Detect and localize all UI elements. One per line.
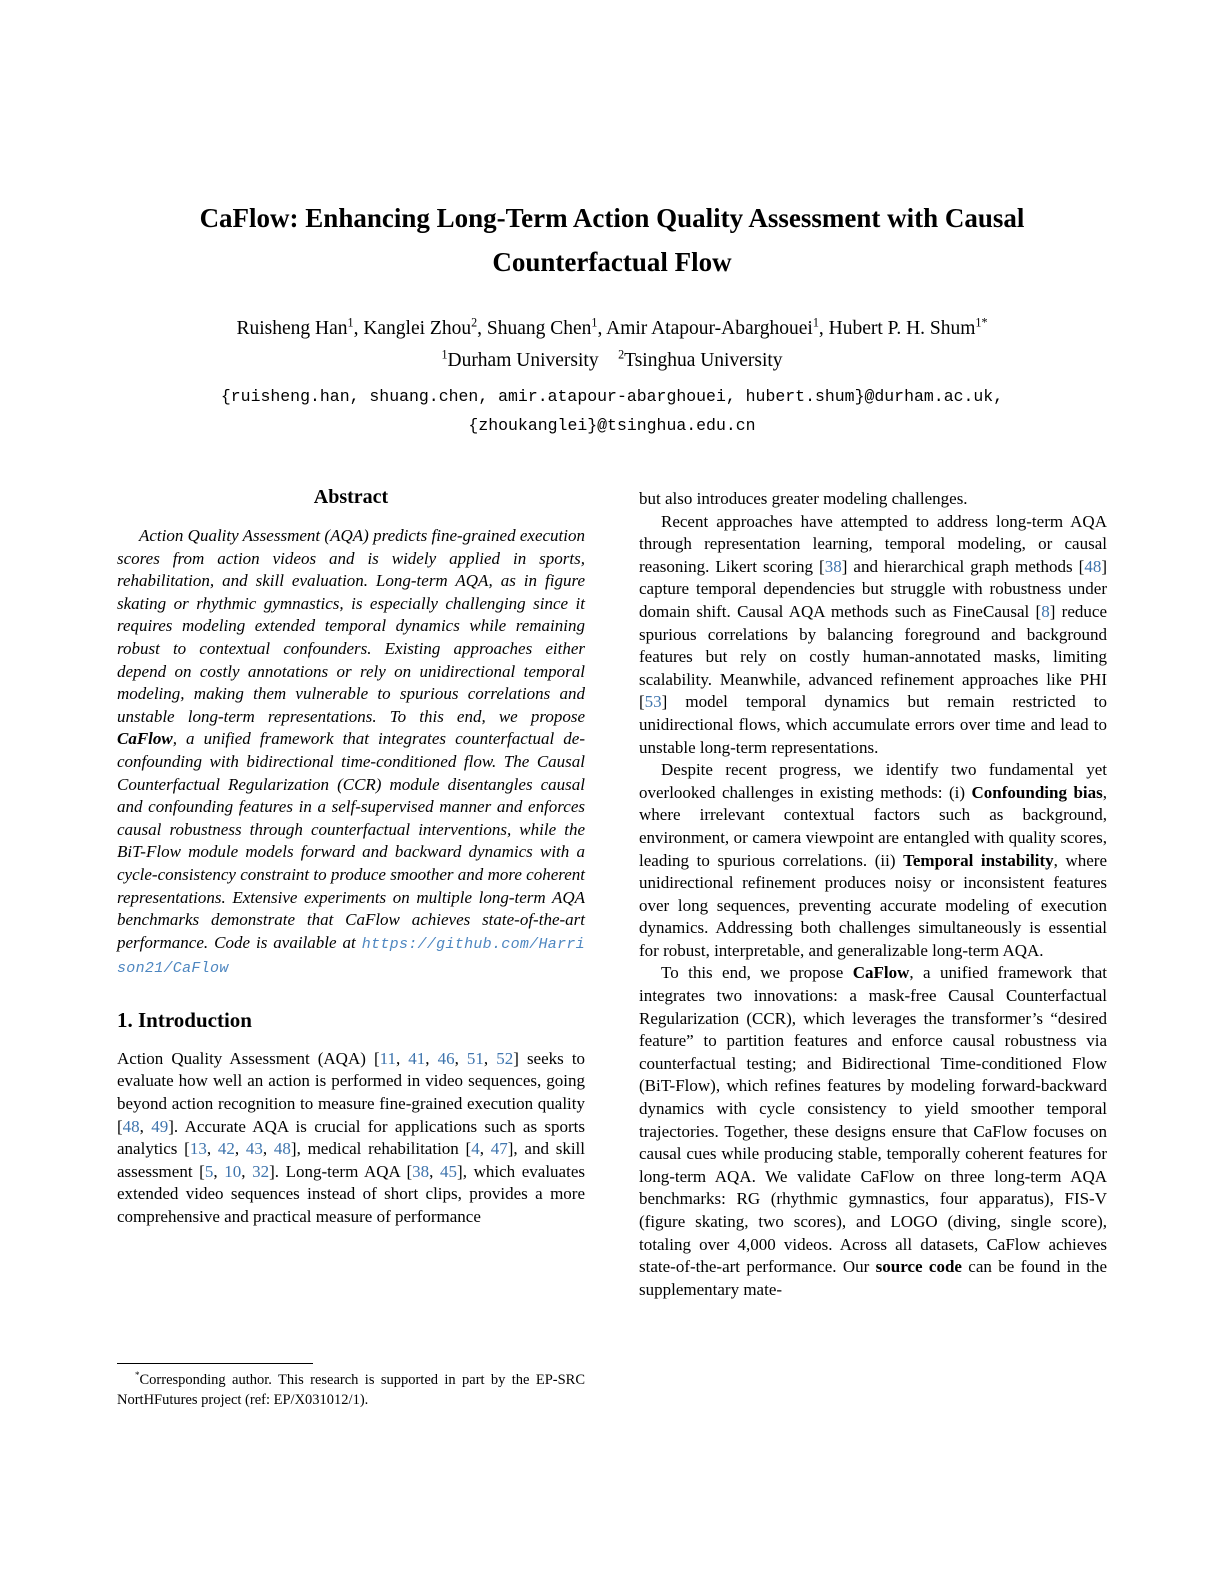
code-repository-link[interactable]: https://github.com/Harrison21/CaFlow — [117, 935, 585, 978]
text-segment: Corresponding author. This research is supported in part by the EP-SRC NortHFutures project (ref: EP/X031012/1). — [117, 1372, 585, 1408]
bold-text: Confounding bias — [971, 782, 1103, 802]
text-segment: ] and hierarchical graph methods [ — [841, 556, 1085, 576]
footnote-text — [117, 1370, 585, 1410]
text-segment: Tsinghua University — [624, 350, 783, 371]
text-segment: , — [139, 1116, 152, 1136]
text-segment: , Kanglei Zhou — [353, 318, 472, 339]
left-column — [117, 485, 585, 1229]
citation-link[interactable]: 43 — [245, 1139, 263, 1159]
citation-link[interactable]: 47 — [490, 1139, 508, 1159]
intro-paragraph-2 — [639, 511, 1107, 760]
authors-line — [67, 316, 1157, 342]
citation-link[interactable]: 38 — [824, 556, 842, 576]
abstract-heading: Abstract — [313, 486, 389, 508]
citation-link[interactable]: 13 — [189, 1139, 207, 1159]
citation-link[interactable]: 42 — [217, 1139, 235, 1159]
text-segment: Ruisheng Han — [236, 318, 348, 339]
text-segment: Action Quality Assessment (AQA) [ — [117, 1048, 380, 1068]
citation-link[interactable]: 41 — [408, 1048, 426, 1068]
text-segment: , — [213, 1161, 225, 1181]
citation-link[interactable]: 51 — [466, 1048, 484, 1068]
citation-link[interactable]: 53 — [644, 692, 662, 712]
bold-text: Temporal instability — [903, 850, 1054, 870]
paper-title — [117, 196, 1107, 284]
text-segment: ] reduce spurious correlations by balancing foreground and background features but rely on costly human-annotated masks, limiting scalability. Meanwhile, advanced refinement approaches like PHI [ — [639, 601, 1107, 712]
superscript: 1 — [812, 315, 819, 330]
text-segment: , — [479, 1139, 491, 1159]
emails-block — [67, 382, 1157, 440]
text-segment: , Amir Atapour-Abarghouei — [597, 318, 813, 339]
text-segment: , — [395, 1048, 409, 1068]
text-segment: , — [429, 1161, 441, 1181]
superscript: 1 — [591, 315, 598, 330]
superscript: 2 — [471, 315, 478, 330]
citation-link[interactable]: 8 — [1041, 601, 1050, 621]
text-segment — [599, 350, 619, 371]
text-segment: , — [241, 1161, 253, 1181]
text-segment: can be found in the supplementary mate- — [639, 1257, 1108, 1299]
superscript: 1 — [441, 347, 448, 362]
text-segment: ] model temporal dynamics but remain restricted to unidirectional flows, which accumulate errors over time and lead to unstable long-term representations. — [639, 692, 1107, 757]
citation-link[interactable]: 4 — [471, 1139, 480, 1159]
text-segment: ], which evaluates extended video sequences instead of short clips, provides a more comprehensive and practical measure of performance — [117, 1161, 585, 1227]
text-segment: , where unidirectional refinement produces noisy or inconsistent features over long sequences, preventing accurate modeling of execution dynamics. Addressing both challenges simultaneously is essential for robust, interpretable, and generalizable long-term AQA. — [639, 850, 1108, 960]
intro-paragraph-4 — [639, 962, 1107, 1301]
paper-title-line2: Counterfactual Flow — [492, 247, 732, 277]
text-segment: ], and skill assessment [ — [117, 1139, 586, 1181]
text-segment: , — [262, 1139, 274, 1159]
text-segment: To this end, we propose — [661, 963, 853, 983]
paper-title-line1: CaFlow: Enhancing Long-Term Action Quality Assessment with Causal — [199, 203, 1025, 233]
superscript: 1 — [347, 315, 354, 330]
citation-link[interactable]: 5 — [204, 1161, 214, 1181]
citation-link[interactable]: 48 — [122, 1116, 140, 1136]
citation-link[interactable]: 38 — [412, 1161, 430, 1181]
intro-paragraph-3 — [639, 759, 1107, 962]
text-segment: Durham University — [447, 350, 599, 371]
citation-link[interactable]: 48 — [1084, 556, 1102, 576]
text-segment: but also introduces greater modeling challenges. — [639, 489, 968, 508]
text-segment: ], medical rehabilitation [ — [290, 1139, 472, 1159]
text-segment: , — [234, 1139, 246, 1159]
email-line-tsinghua: {zhoukanglei}@tsinghua.edu.cn — [468, 416, 756, 435]
citation-link[interactable]: 48 — [273, 1139, 291, 1159]
superscript: * — [135, 1370, 140, 1381]
footnote — [117, 1363, 585, 1410]
right-column — [639, 485, 1107, 1301]
abstract-paragraph — [117, 525, 585, 981]
text-segment: , — [483, 1048, 497, 1068]
citation-link[interactable]: 45 — [440, 1161, 458, 1181]
text-segment: Recent approaches have attempted to address long-term AQA through representation learning, temporal modeling, or causal reasoning. Likert scoring [ — [639, 511, 1107, 576]
text-segment: Despite recent progress, we identify two fundamental yet overlooked challenges in existing methods: (i) — [639, 760, 1107, 802]
text-segment: , — [425, 1048, 438, 1068]
affiliations-line — [117, 348, 1107, 374]
text-segment: , Hubert P. H. Shum — [818, 318, 976, 339]
text-segment: Action Quality Assessment (AQA) predicts fine-grained execution scores from action videos and is widely applied in sports, rehabilitation, and skill evaluation. Long-term AQA, as in figure skating or rhythmic gymnastics, is especially challenging since it requires modeling extended temporal dynamics while remaining robust to contextual confounders. Existing approaches either depend on costly annotations or rely on unidirectional temporal modeling, making them vulnerable to spurious correlations and unstable long-term representations. To this end, we propose — [117, 526, 585, 726]
text-segment: ]. Accurate AQA is crucial for applications such as sports analytics [ — [117, 1116, 586, 1159]
citation-link[interactable]: 32 — [252, 1161, 270, 1181]
bold-text: source code — [875, 1257, 962, 1277]
text-segment: , where irrelevant contextual factors such as background, environment, or camera viewpoint are entangled with quality scores, leading to spurious correlations. (ii) — [639, 782, 1107, 870]
superscript: 1* — [975, 315, 988, 330]
text-segment: ] capture temporal dependencies but struggle with robustness under domain shift. Causal AQA methods such as FineCausal [ — [639, 556, 1107, 621]
intro-paragraph-continuation — [639, 488, 1107, 511]
text-segment: ] seeks to evaluate how well an action is performed in video sequences, going beyond action recognition to measure fine-grained execution quality [ — [117, 1048, 586, 1136]
text-segment: , a unified framework that integrates counterfactual de-confounding with bidirectional time-conditioned flow. The Causal Counterfactual Regularization (CCR) module disentangles causal and confounding features in a self-supervised manner and enforces causal robustness through counterfactual interventions, while the BiT-Flow module models forward and backward dynamics with a cycle-consistency constraint to produce smoother and more coherent representations. Extensive experiments on multiple long-term AQA benchmarks demonstrate that CaFlow achieves state-of-the-art performance. Code is available at — [117, 729, 585, 952]
text-segment: , a unified framework that integrates two innovations: a mask-free Causal Counterfactual Regularization (CCR), which leverages the transformer’s “desired feature” to partition features and enforce causal robustness via counterfactual testing; and Bidirectional Time-conditioned Flow (BiT-Flow), which refines features by modeling forward-backward dynamics with cycle consistency to yield smoother temporal trajectories. Together, these designs ensure that CaFlow focuses on causal cues while producing stable, temporally coherent features for long-term AQA. We validate CaFlow on three long-term AQA benchmarks: RG (rhythmic gymnastics, four apparatus), FIS-V (figure skating, two scores), and LOGO (diving, single score), totaling over 4,000 videos. Across all datasets, CaFlow achieves state-of-the-art performance. Our — [639, 963, 1108, 1277]
intro-paragraph-1 — [117, 1048, 585, 1229]
text-segment: ]. Long-term AQA [ — [269, 1161, 413, 1181]
citation-link[interactable]: 11 — [379, 1048, 396, 1068]
citation-link[interactable]: 46 — [437, 1048, 455, 1068]
citation-link[interactable]: 10 — [224, 1161, 242, 1181]
text-segment: , Shuang Chen — [477, 318, 592, 339]
superscript: 2 — [618, 347, 625, 362]
citation-link[interactable]: 49 — [151, 1116, 169, 1136]
bold-text: CaFlow — [852, 963, 910, 983]
text-segment: , — [206, 1139, 218, 1159]
citation-link[interactable]: 52 — [496, 1048, 514, 1068]
email-line-durham: {ruisheng.han, shuang.chen, amir.atapour-abarghouei, hubert.shum}@durham.ac.uk, — [220, 387, 1004, 406]
footnote-rule — [117, 1363, 313, 1364]
text-segment: , — [454, 1048, 467, 1068]
bold-text: CaFlow — [117, 729, 173, 749]
section-heading-introduction: 1. Introduction — [117, 1007, 252, 1032]
